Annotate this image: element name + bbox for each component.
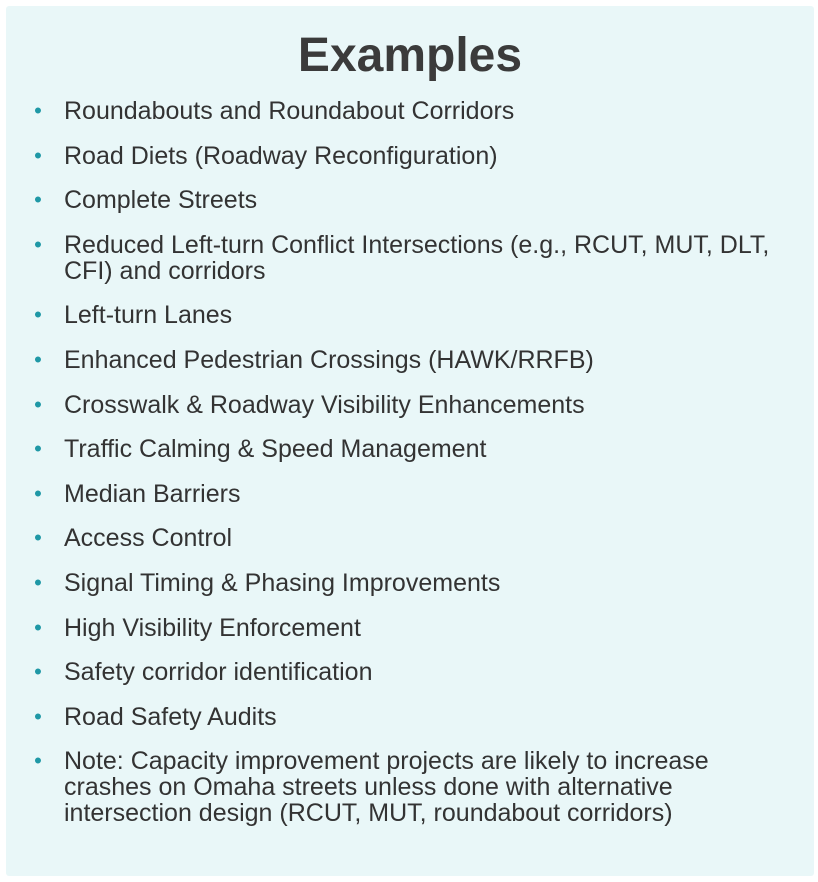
bullet-list — [6, 98, 814, 845]
bullet-icon: • — [34, 569, 42, 595]
list-item — [6, 481, 814, 507]
slide — [6, 6, 814, 876]
bullet-icon: • — [34, 142, 42, 168]
bullet-icon: • — [34, 346, 42, 372]
list-item-text: Reduced Left-turn Conflict Intersections (e.g., RCUT, MUT, DLT, CFI) and corridors — [64, 230, 770, 285]
list-item-text: Left-turn Lanes — [64, 301, 233, 330]
list-item — [6, 615, 814, 641]
bullet-icon: • — [34, 98, 42, 123]
list-item — [6, 436, 814, 462]
bullet-icon: • — [34, 231, 42, 257]
bullet-icon: • — [34, 187, 42, 213]
bullet-icon: • — [34, 436, 42, 462]
list-item-text: Crosswalk & Roadway Visibility Enhancements — [64, 390, 585, 419]
list-item — [6, 392, 814, 418]
list-item-text: Access Control — [64, 524, 233, 553]
list-item — [6, 187, 814, 213]
list-item-text: Roundabouts and Roundabout Corridors — [64, 97, 515, 125]
list-item — [6, 232, 814, 284]
bullet-icon: • — [34, 302, 42, 328]
list-item-text: Road Safety Audits — [64, 702, 277, 731]
list-item — [6, 525, 814, 551]
list-item — [6, 570, 814, 596]
list-item-note — [6, 748, 814, 826]
list-item — [6, 98, 814, 124]
list-item — [6, 143, 814, 169]
list-item-text: High Visibility Enforcement — [64, 613, 361, 642]
list-item — [6, 704, 814, 730]
bullet-icon: • — [34, 659, 42, 685]
bullet-icon: • — [34, 748, 42, 774]
bullet-icon: • — [34, 703, 42, 729]
slide-title: Examples — [297, 29, 523, 82]
bullet-icon: • — [34, 480, 42, 506]
list-item — [6, 302, 814, 328]
list-item-text: Median Barriers — [64, 479, 241, 508]
list-item-text: Signal Timing & Phasing Improvements — [64, 568, 501, 597]
bullet-icon: • — [34, 525, 42, 551]
list-item-text: Enhanced Pedestrian Crossings (HAWK/RRFB) — [64, 345, 594, 374]
list-item-text: Note: Capacity improvement projects are likely to increase crashes on Omaha streets unless done with alternative intersection design (RCUT, MUT, roundabout corridors) — [64, 747, 709, 828]
list-item — [6, 347, 814, 373]
bullet-icon: • — [34, 614, 42, 640]
list-item-text: Traffic Calming & Speed Management — [64, 435, 487, 464]
bullet-icon: • — [34, 391, 42, 417]
list-item — [6, 659, 814, 685]
list-item-text: Complete Streets — [64, 186, 258, 215]
list-item-text: Safety corridor identification — [64, 658, 373, 687]
list-item-text: Road Diets (Roadway Reconfiguration) — [64, 141, 498, 170]
